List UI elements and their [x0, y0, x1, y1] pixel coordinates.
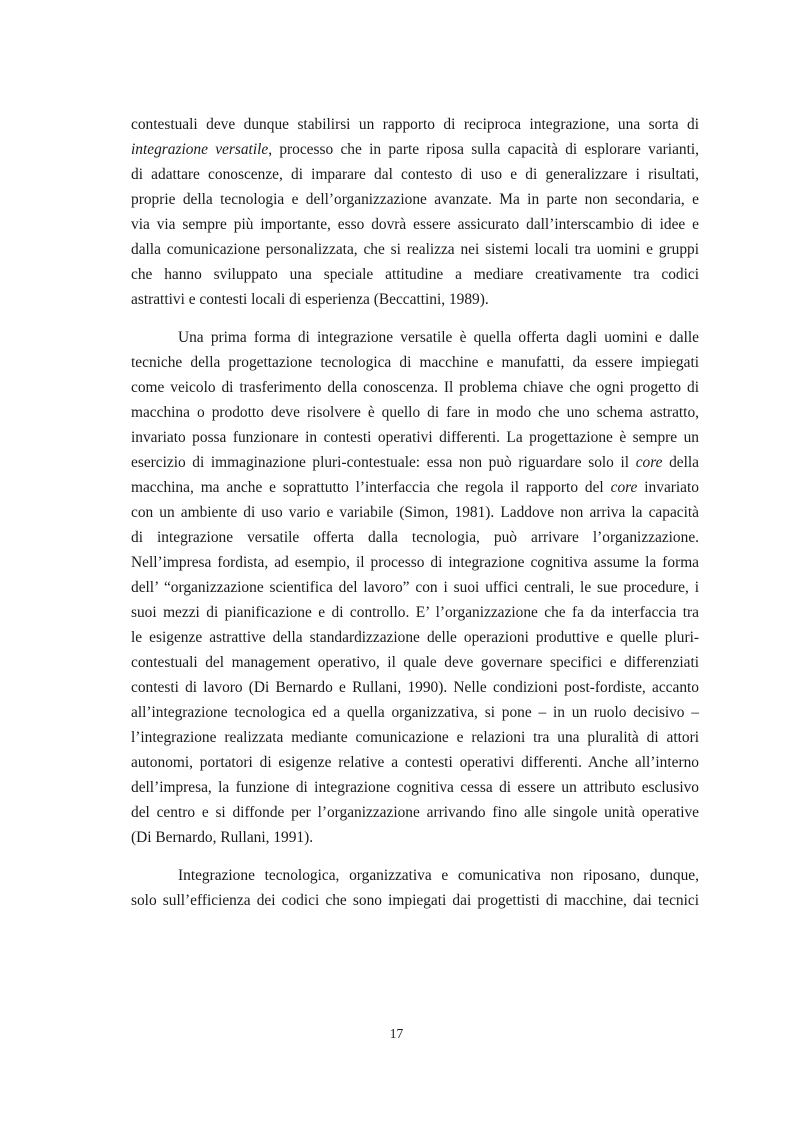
text-run: solo sull’efficienza dei codici che sono impiegati dai progettisti di macchine, dai tecnici [131, 892, 699, 909]
text-run: invariato [637, 479, 699, 496]
text-run: dell’impresa, la funzione di integrazione cognitiva cessa di essere un attributo esclusivo [131, 779, 699, 796]
text-run: le esigenze astrattive della standardizzazione delle operazioni produttive e quelle pluri- [131, 629, 699, 646]
text-run: macchina, ma anche e soprattutto l’interfaccia che regola il rapporto del [131, 479, 611, 496]
text-line [131, 888, 699, 913]
text-run: contestuali del management operativo, il quale deve governare specifici e differenziati [131, 654, 699, 671]
text-line [131, 700, 699, 725]
text-line [131, 550, 699, 575]
text-run: suoi mezzi di pianificazione e di controllo. E’ l’organizzazione che fa da interfaccia tra [131, 604, 699, 621]
text-run: Integrazione tecnologica, organizzativa e comunicativa non riposano, dunque, [178, 867, 699, 884]
text-run: , processo che in parte riposa sulla capacità di esplorare varianti, [268, 141, 699, 158]
text-run: che hanno sviluppato una speciale attitudine a mediare creativamente tra codici [131, 266, 699, 283]
paragraph [131, 112, 699, 312]
text-line [131, 650, 699, 675]
text-line [131, 800, 699, 825]
text-run: macchina o prodotto deve risolvere è quello di fare in modo che uno schema astratto, [131, 404, 699, 421]
text-line [131, 575, 699, 600]
text-line [131, 350, 699, 375]
text-line [131, 525, 699, 550]
italic-term: core [635, 454, 663, 471]
text-line [131, 500, 699, 525]
text-run: tecniche della progettazione tecnologica di macchine e manufatti, da essere impiegati [131, 354, 699, 371]
body-text [131, 112, 699, 913]
italic-term: integrazione versatile [131, 141, 269, 158]
text-run: contesti di lavoro (Di Bernardo e Rullani, 1990). Nelle condizioni post-fordiste, accanto [131, 679, 699, 696]
page-number: 17 [389, 1026, 404, 1041]
text-run: l’integrazione realizzata mediante comunicazione e relazioni tra una pluralità di attori [131, 729, 699, 746]
text-line [131, 137, 699, 162]
text-line [131, 400, 699, 425]
text-run: (Di Bernardo, Rullani, 1991). [131, 829, 314, 846]
text-line [131, 187, 699, 212]
text-run: contestuali deve dunque stabilirsi un rapporto di reciproca integrazione, una sorta di [131, 116, 699, 133]
text-line [131, 750, 699, 775]
text-run: di adattare conoscenze, di imparare dal contesto di uso e di generalizzare i risultati, [131, 166, 699, 183]
text-run: dell’ “organizzazione scientifica del lavoro” con i suoi uffici centrali, le sue procedure, i [131, 579, 699, 596]
text-run: esercizio di immaginazione pluri-contestuale: essa non può riguardare solo il [131, 454, 636, 471]
text-run: dalla comunicazione personalizzata, che si realizza nei sistemi locali tra uomini e gruppi [131, 241, 699, 258]
text-line [131, 425, 699, 450]
text-line [131, 775, 699, 800]
text-run: astrattivi e contesti locali di esperienza (Beccattini, 1989). [131, 291, 489, 308]
text-line [131, 625, 699, 650]
text-line [131, 237, 699, 262]
text-line [131, 725, 699, 750]
text-run: autonomi, portatori di esigenze relative a contesti operativi differenti. Anche all’interno [131, 754, 699, 771]
paragraph [131, 325, 699, 850]
text-line [131, 475, 699, 500]
text-run: proprie della tecnologia e dell’organizzazione avanzate. Ma in parte non secondaria, e [131, 191, 699, 208]
text-line [131, 112, 699, 137]
text-run: Una prima forma di integrazione versatile è quella offerta dagli uomini e dalle [178, 329, 699, 346]
text-run: Nell’impresa fordista, ad esempio, il processo di integrazione cognitiva assume la forma [131, 554, 699, 571]
text-line [131, 262, 699, 287]
text-run: della [662, 454, 699, 471]
text-line [131, 325, 699, 350]
text-run: di integrazione versatile offerta dalla tecnologia, può arrivare l’organizzazione. [131, 529, 699, 546]
text-run: come veicolo di trasferimento della conoscenza. Il problema chiave che ogni progetto di [131, 379, 699, 396]
text-line [131, 600, 699, 625]
text-run: con un ambiente di uso vario e variabile (Simon, 1981). Laddove non arriva la capacità [131, 504, 699, 521]
text-line [131, 162, 699, 187]
text-run: all’integrazione tecnologica ed a quella organizzativa, si pone – in un ruolo decisivo – [131, 704, 699, 721]
text-run: del centro e si diffonde per l’organizzazione arrivando fino alle singole unità operative [131, 804, 699, 821]
text-line [131, 825, 699, 850]
text-line [131, 287, 699, 312]
text-line [131, 863, 699, 888]
text-run: via via sempre più importante, esso dovrà essere assicurato dall’interscambio di idee e [131, 216, 699, 233]
text-line [131, 675, 699, 700]
text-run: invariato possa funzionare in contesti operativi differenti. La progettazione è sempre un [131, 429, 699, 446]
paragraph [131, 863, 699, 913]
text-line [131, 450, 699, 475]
text-line [131, 375, 699, 400]
italic-term: core [610, 479, 638, 496]
text-line [131, 212, 699, 237]
